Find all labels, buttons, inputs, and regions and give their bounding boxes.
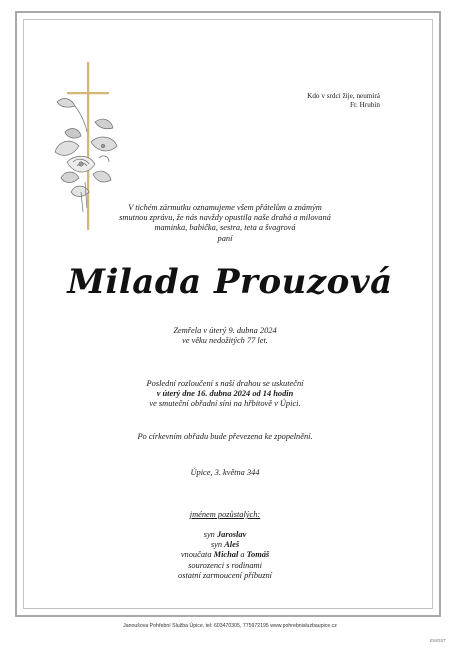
funeral-service-footer: Janoušova Pohřební Služba Úpice, tel: 603470305, 775972195 www.pohrebnisluzbaupice.cz (123, 623, 337, 629)
mourner-relation: vnoučata (180, 550, 214, 560)
intro-line: V tichém zármutku oznamujeme všem přátelům a známým (128, 203, 322, 212)
deceased-name: Milada Prouzová (67, 262, 393, 302)
mourner-relation: syn (210, 540, 225, 550)
mourner-name: Jaroslav (216, 530, 247, 539)
mourner-item (60, 540, 390, 550)
farewell-datetime: v úterý dne 16. dubna 2024 od 14 hodin (156, 389, 294, 399)
motto-author: Fr. Hrubín (350, 101, 380, 109)
document-code: EMOST (429, 638, 446, 643)
farewell-place: ve smuteční obřadní síni na hřbitově v Úpici. (149, 399, 301, 409)
intro-line: paní (217, 233, 233, 243)
mourner-name: Tomáš (246, 550, 270, 560)
mourners-list (60, 530, 390, 581)
mourner-item: ostatní zarmoucení příbuzní (178, 570, 272, 580)
intro-announcement (60, 203, 390, 244)
farewell-info (60, 379, 390, 410)
mourner-conjunction: a (238, 550, 247, 560)
death-date: Zemřela v úterý 9. dubna 2024 (173, 326, 277, 335)
mourner-item (60, 550, 390, 560)
mourner-item (60, 530, 390, 540)
place-date: Úpice, 3. května 344 (190, 468, 260, 477)
mourner-relation: syn (203, 530, 217, 539)
mourner-item: sourozenci s rodinami (188, 560, 262, 570)
mourners-heading: jménem pozůstalých: (189, 510, 261, 519)
mourner-name: Michal (213, 550, 239, 560)
death-info (60, 326, 390, 346)
intro-line: maminka, babička, sestra, teta a švagrová (154, 223, 296, 233)
intro-line: smutnou zprávu, že nás navždy opustila naše drahá a milovaná (119, 213, 331, 223)
motto-quote (307, 92, 380, 110)
farewell-line: Poslední rozloučení s naší drahou se uskuteční (146, 379, 304, 388)
motto-text: Kdo v srdci žije, neumírá (307, 92, 380, 100)
mourner-name: Aleš (224, 540, 240, 550)
cremation-note: Po církevním obřadu bude převezena ke zpopelnění. (137, 432, 313, 441)
death-age: ve věku nedožitých 77 let. (182, 336, 268, 346)
